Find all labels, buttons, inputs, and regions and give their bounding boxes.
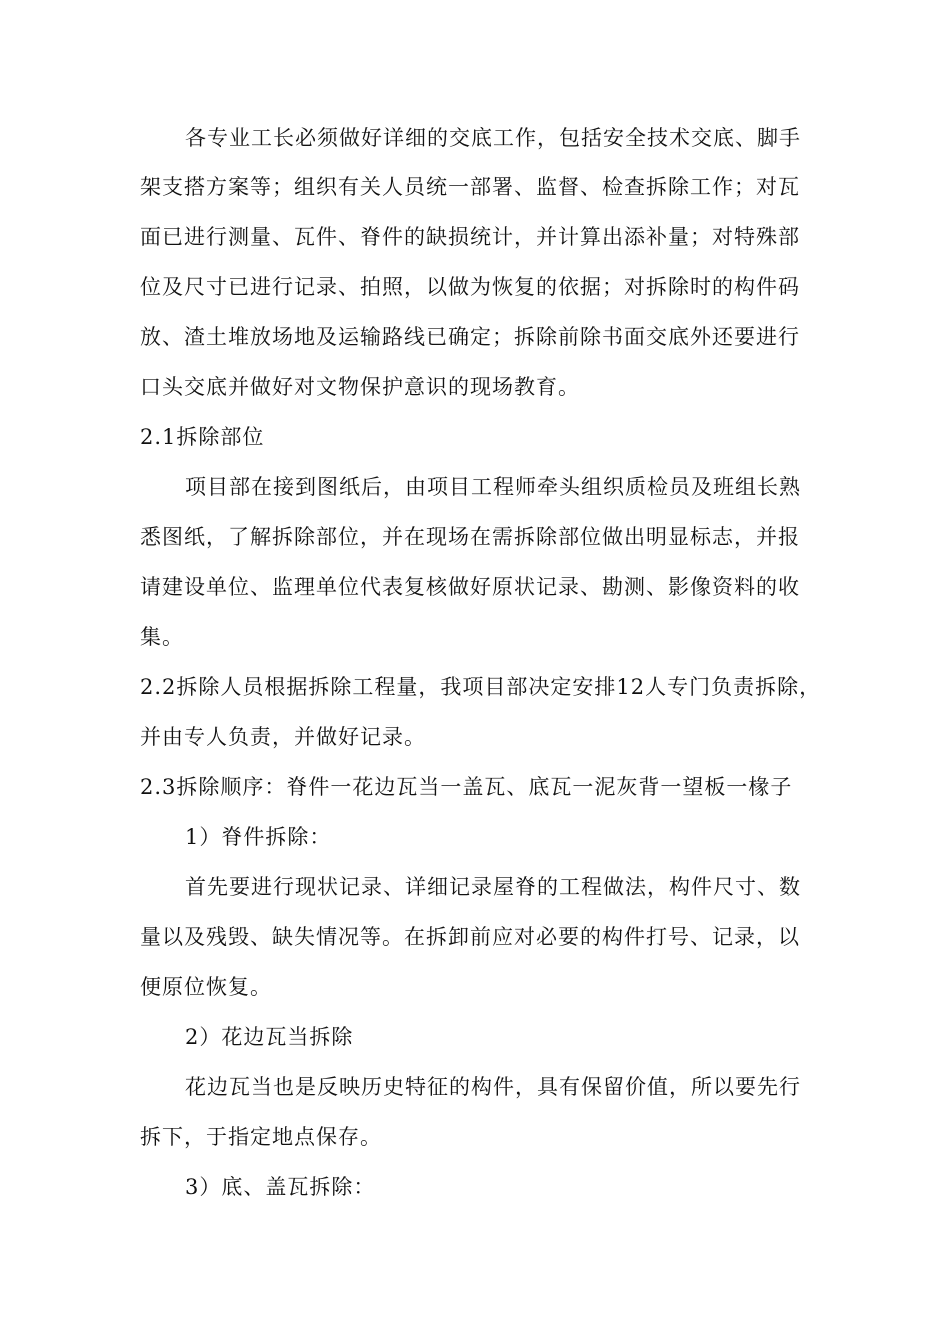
paragraph-line: 各专业工长必须做好详细的交底工作，包括安全技术交底、脚手 bbox=[185, 126, 801, 150]
paragraph-line: 首先要进行现状记录、详细记录屋脊的工程做法，构件尺寸、数 bbox=[185, 875, 801, 899]
section-2-2-line: 并由专人负责，并做好记录。 bbox=[140, 725, 426, 749]
section-2-2-line: 2.2拆除人员根据拆除工程量，我项目部决定安排12人专门负责拆除， bbox=[140, 675, 822, 699]
paragraph-line: 拆下，于指定地点保存。 bbox=[140, 1125, 382, 1149]
paragraph-line: 位及尺寸已进行记录、拍照，以做为恢复的依据；对拆除时的构件码 bbox=[140, 275, 800, 299]
paragraph-line: 架支搭方案等；组织有关人员统一部署、监督、检查拆除工作；对瓦 bbox=[140, 175, 800, 199]
paragraph-line: 花边瓦当也是反映历史特征的构件，具有保留价值，所以要先行 bbox=[185, 1075, 801, 1099]
paragraph-line: 项目部在接到图纸后，由项目工程师牵头组织质检员及班组长熟 bbox=[185, 475, 801, 499]
paragraph-line: 便原位恢复。 bbox=[140, 975, 272, 999]
item-3-title: 3）底、盖瓦拆除： bbox=[185, 1175, 376, 1199]
paragraph-line: 放、渣土堆放场地及运输路线已确定；拆除前除书面交底外还要进行 bbox=[140, 325, 800, 349]
paragraph-line: 面已进行测量、瓦件、脊件的缺损统计，并计算出添补量；对特殊部 bbox=[140, 225, 800, 249]
item-2-title: 2）花边瓦当拆除 bbox=[185, 1025, 354, 1049]
paragraph-line: 量以及残毁、缺失情况等。在拆卸前应对必要的构件打号、记录，以 bbox=[140, 925, 800, 949]
paragraph-line: 请建设单位、监理单位代表复核做好原状记录、勘测、影像资料的收 bbox=[140, 575, 800, 599]
paragraph-line: 悉图纸，了解拆除部位，并在现场在需拆除部位做出明显标志，并报 bbox=[140, 525, 800, 549]
section-heading-2-3: 2.3拆除顺序：脊件一花边瓦当一盖瓦、底瓦一泥灰背一望板一椽子 bbox=[140, 775, 793, 799]
paragraph-line: 集。 bbox=[140, 625, 184, 649]
section-heading-2-1: 2.1拆除部位 bbox=[140, 425, 265, 449]
item-1-title: 1）脊件拆除： bbox=[185, 825, 332, 849]
paragraph-line: 口头交底并做好对文物保护意识的现场教育。 bbox=[140, 375, 580, 399]
